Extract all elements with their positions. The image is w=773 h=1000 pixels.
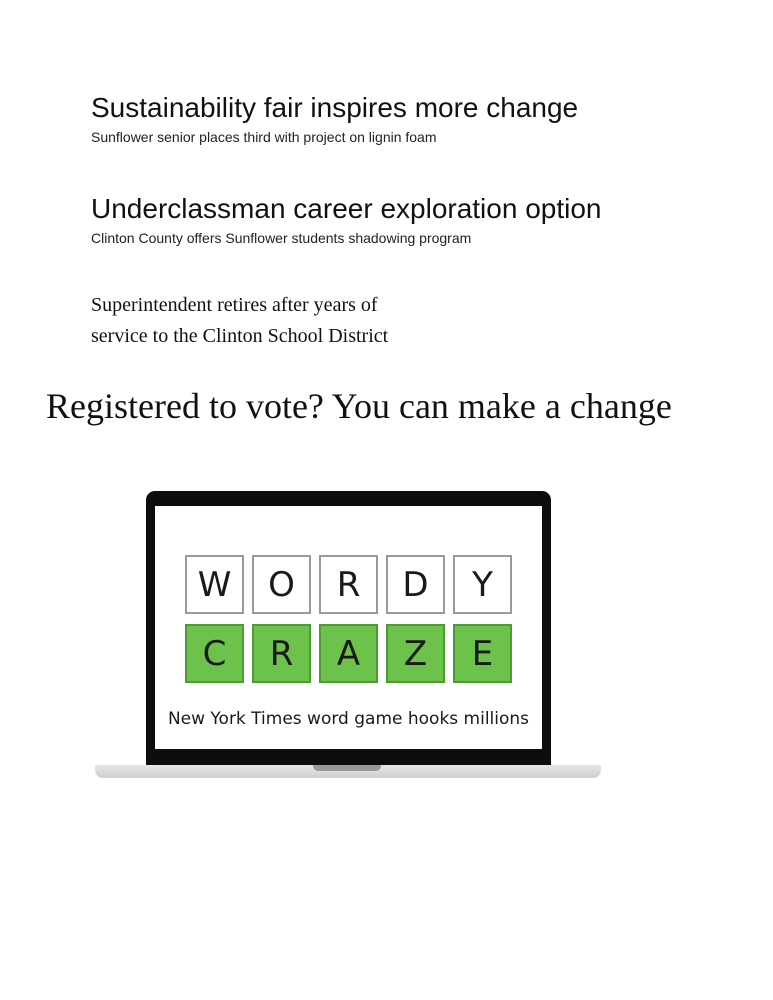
story-headline: Sustainability fair inspires more change (91, 92, 579, 123)
story-headline-line-2: service to the Clinton School District (91, 325, 389, 347)
laptop-illustration (95, 491, 601, 781)
laptop-base (95, 765, 601, 778)
letter-tile-green: Z (386, 624, 445, 683)
tile-row-craze (185, 624, 512, 683)
letter-tile-green: A (319, 624, 378, 683)
story-sustainability (91, 92, 578, 146)
letter-tile: Y (453, 555, 512, 614)
story-deck: Clinton County offers Sunflower students shadowing program (91, 230, 472, 246)
story-headline-line-1: Superintendent retires after years of (91, 294, 378, 316)
letter-tile-green: R (252, 624, 311, 683)
story-headline: Underclassman career exploration option (91, 193, 602, 224)
story-superintendent (91, 290, 511, 352)
laptop-notch (313, 765, 381, 771)
letter-tile-green: C (185, 624, 244, 683)
laptop-lid (146, 491, 551, 766)
vote-headline: Registered to vote? You can make a change (46, 386, 672, 426)
story-career-exploration (91, 193, 602, 247)
letter-tile: W (185, 555, 244, 614)
laptop-screen (155, 506, 542, 749)
graphic-tagline: New York Times word game hooks millions (167, 709, 530, 729)
letter-tile: D (386, 555, 445, 614)
story-deck: Sunflower senior places third with project on lignin foam (91, 129, 437, 145)
letter-tile-green: E (453, 624, 512, 683)
tile-row-wordy (185, 555, 512, 614)
letter-tile: R (319, 555, 378, 614)
letter-tile: O (252, 555, 311, 614)
